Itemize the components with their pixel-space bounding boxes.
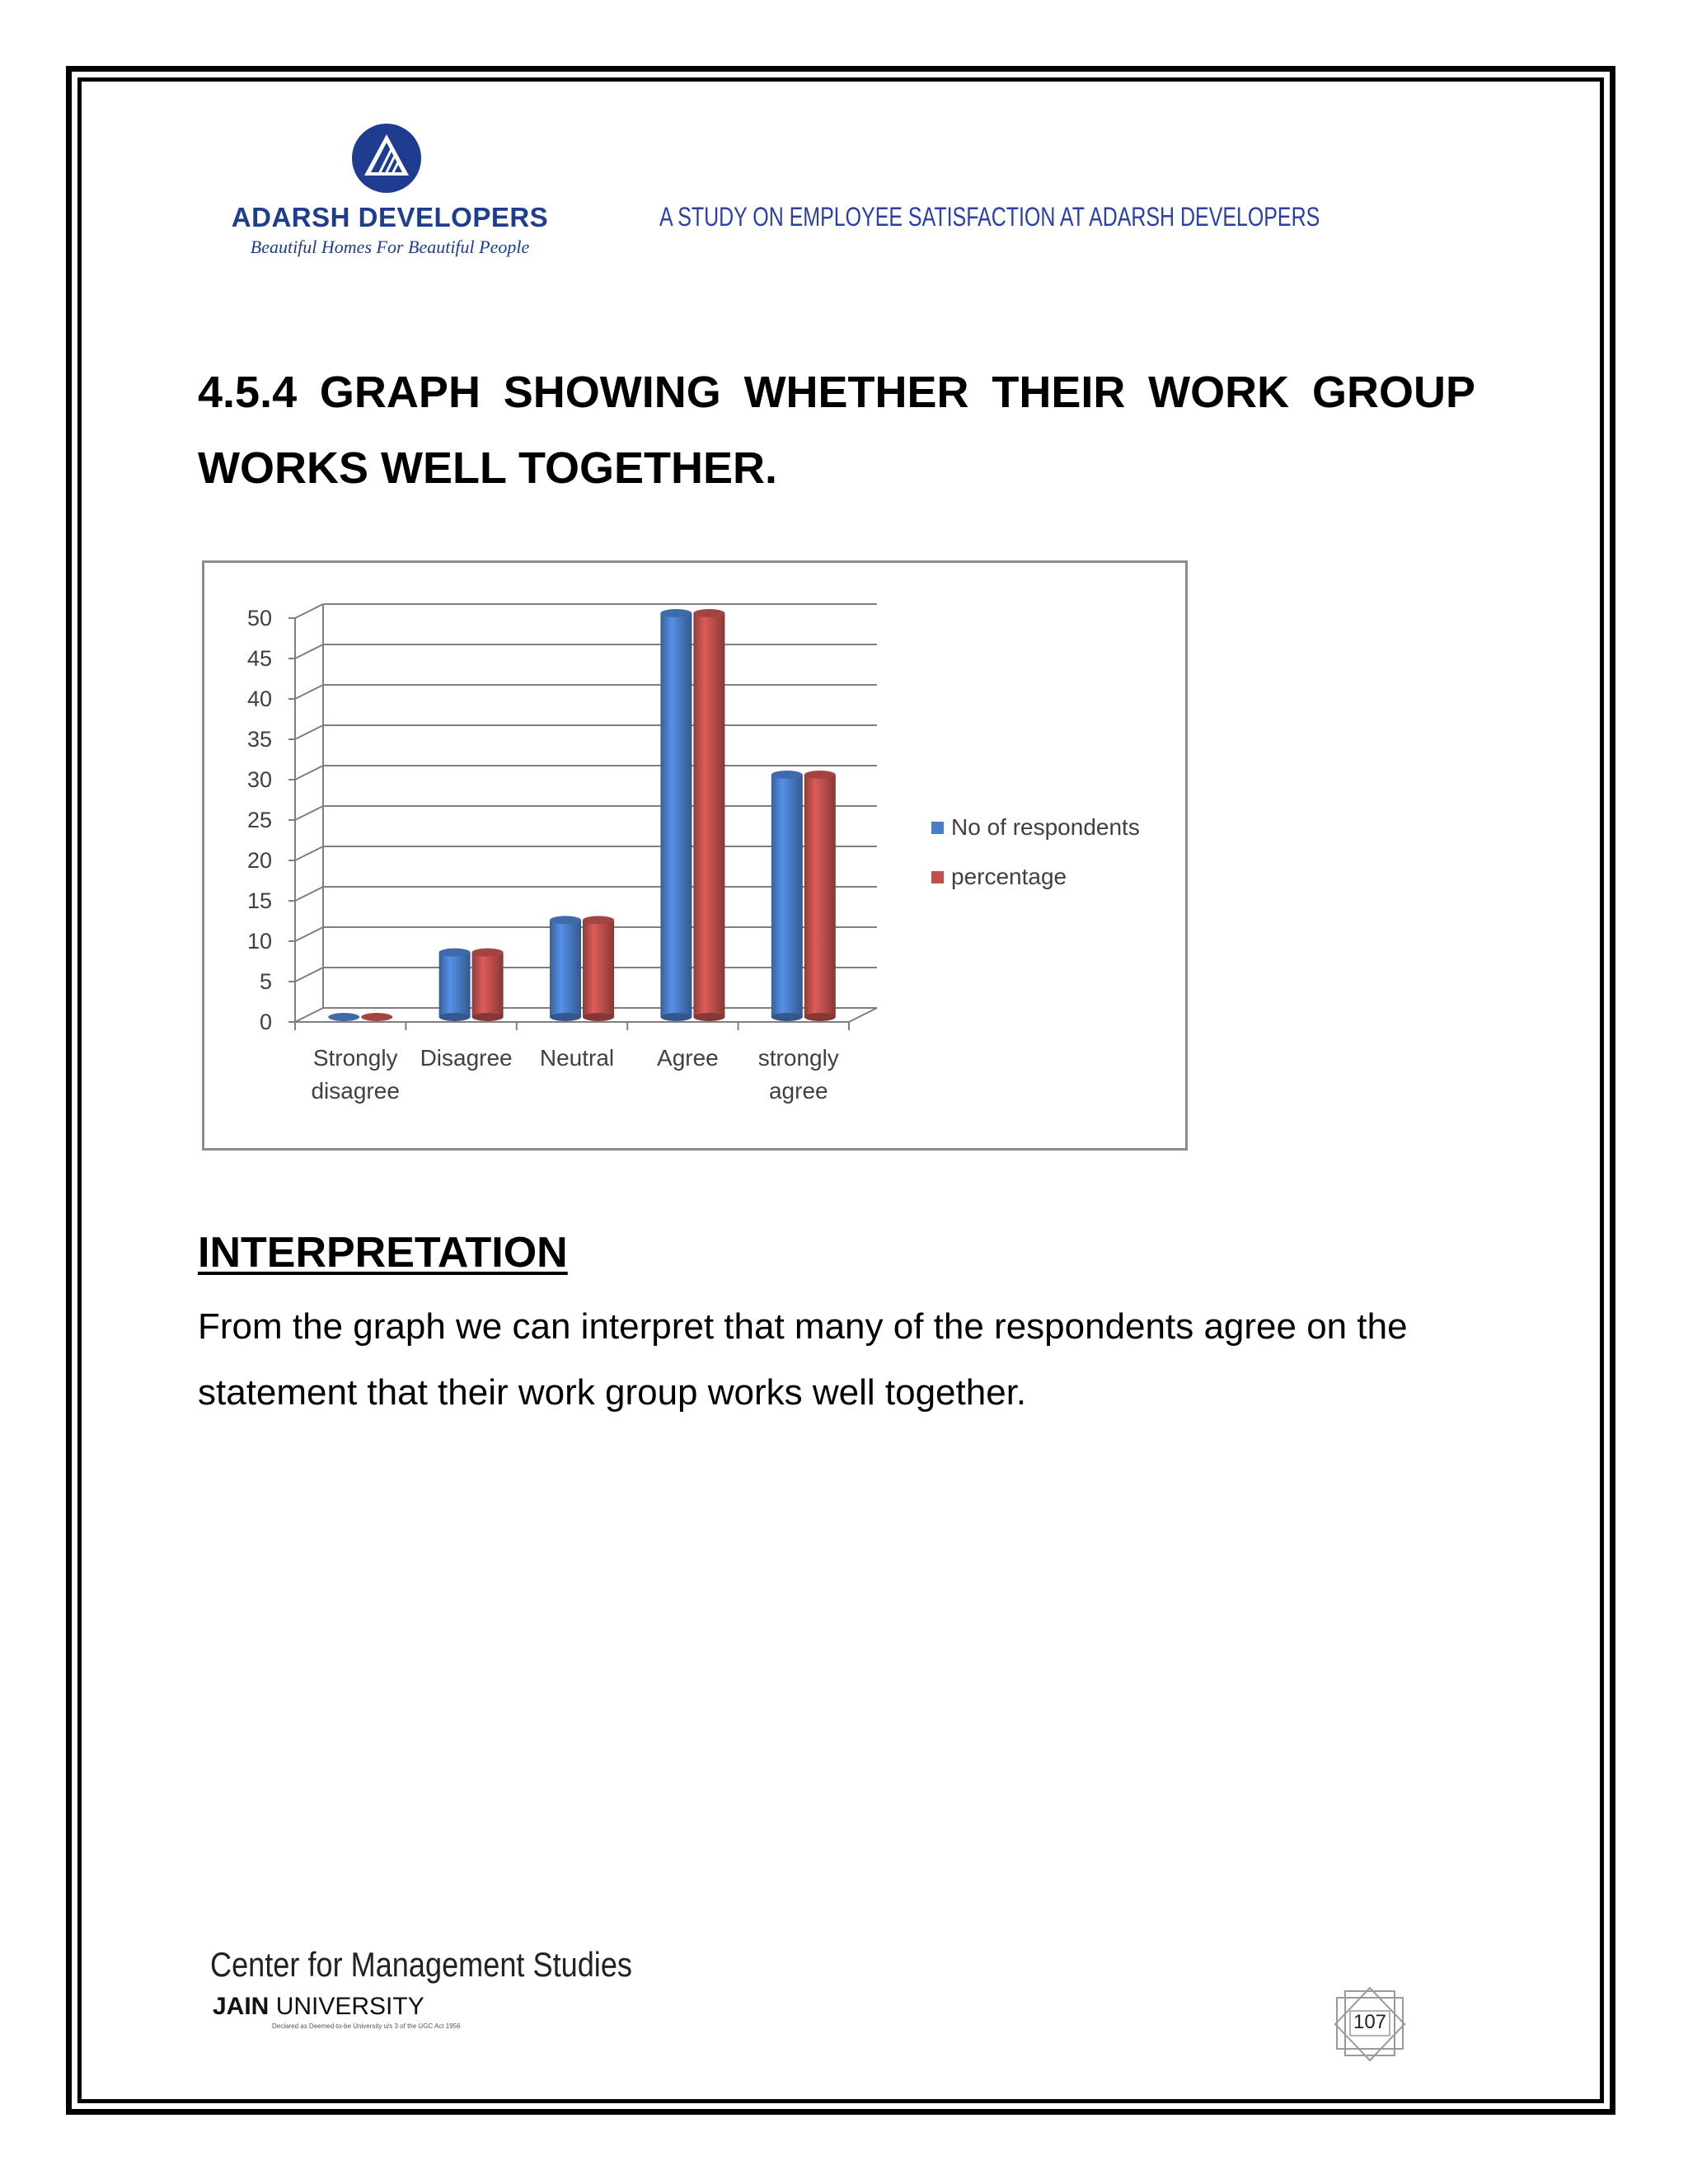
bar-percentage-0 [361, 1013, 392, 1021]
bar-body [771, 775, 803, 1017]
bar-base [550, 1013, 581, 1021]
bar-percentage-3 [693, 609, 724, 1021]
page-number-badge [1329, 1986, 1411, 2062]
y-tick-label-8: 40 [246, 687, 272, 711]
legend-label-0: No of respondents [951, 814, 1140, 840]
footer-university-bold: JAIN [213, 1993, 270, 2020]
bar-body [804, 775, 836, 1017]
gridline-side-2 [295, 927, 323, 941]
bar-base [439, 1013, 471, 1021]
bar-percentage-1 [472, 949, 504, 1021]
x-tick-label-1-0: Disagree [420, 1045, 513, 1071]
logo-emblem-icon [351, 123, 422, 194]
bar-top [439, 949, 471, 957]
chart-labels [247, 606, 839, 1104]
bar-body [583, 920, 614, 1017]
bar-respondents-0 [328, 1013, 359, 1021]
bar-base [771, 1013, 803, 1021]
gridline-side-10 [295, 604, 323, 618]
legend-swatch-1 [931, 871, 944, 883]
gridline-side-0 [295, 1008, 323, 1022]
bar-base [804, 1013, 836, 1021]
gridline-side-6 [295, 766, 323, 780]
y-tick-label-7: 35 [246, 727, 272, 752]
bar-body [439, 953, 471, 1017]
y-tick-label-10: 50 [246, 606, 272, 630]
x-tick-label-4-0: strongly [757, 1045, 839, 1071]
bar-top [660, 609, 692, 617]
gridline-side-5 [295, 806, 323, 820]
bar-respondents-4 [771, 771, 803, 1021]
gridline-side-9 [295, 644, 323, 658]
bar-top [583, 916, 614, 924]
y-tick-label-4: 20 [246, 848, 272, 873]
x-tick-label-0-1: disagree [311, 1078, 400, 1104]
logo-tagline: Beautiful Homes For Beautiful People [250, 237, 530, 257]
bar-body [472, 953, 504, 1017]
interpretation-title: INTERPRETATION [198, 1229, 568, 1277]
floor-right-edge [849, 1008, 877, 1022]
bar-respondents-2 [550, 916, 581, 1021]
x-tick-label-3-0: Agree [657, 1045, 719, 1071]
y-tick-label-3: 15 [246, 888, 272, 913]
footer-university-rest: UNIVERSITY [269, 1993, 424, 2020]
footer-university [213, 1993, 424, 2021]
bar-respondents-3 [660, 609, 692, 1021]
bar-top [550, 916, 581, 924]
y-tick-label-0: 0 [259, 1010, 272, 1034]
chart-bars [328, 609, 836, 1021]
bar-base [693, 1013, 724, 1021]
chart-legend [931, 814, 1140, 889]
bar-top [804, 771, 836, 779]
gridline-side-3 [295, 887, 323, 901]
bar-body [660, 613, 692, 1017]
bar-body [550, 920, 581, 1017]
bar-percentage-4 [804, 771, 836, 1021]
bar-top [328, 1013, 359, 1021]
x-tick-label-0-0: Strongly [312, 1045, 398, 1071]
bar-top [693, 609, 724, 617]
gridline-side-8 [295, 685, 323, 699]
footer-center-name: Center for Management Studies [210, 1945, 632, 1984]
page-number: 107 [1353, 2011, 1387, 2033]
bar-base [660, 1013, 692, 1021]
bar-top [361, 1013, 392, 1021]
bar-base [472, 1013, 504, 1021]
x-tick-label-4-1: agree [768, 1078, 828, 1104]
x-tick-label-2-0: Neutral [539, 1045, 615, 1071]
section-heading: 4.5.4 GRAPH SHOWING WHETHER THEIR WORK GROUP WORKS WELL TOGETHER. [198, 368, 1475, 493]
study-title: A STUDY ON EMPLOYEE SATISFACTION AT ADARSH DEVELOPERS [659, 202, 1320, 232]
y-tick-label-1: 5 [259, 969, 272, 994]
bar-body [693, 613, 724, 1017]
bar-top [771, 771, 803, 779]
legend-label-1: percentage [951, 864, 1067, 889]
logo-company-name: ADARSH DEVELOPERS [231, 202, 549, 232]
legend-swatch-0 [931, 822, 944, 834]
y-tick-label-9: 45 [246, 646, 272, 671]
bar-chart [204, 563, 1185, 1148]
gridline-side-7 [295, 725, 323, 739]
gridline-side-1 [295, 968, 323, 982]
company-logo [221, 120, 559, 268]
chart-frame [202, 560, 1188, 1151]
bar-base [583, 1013, 614, 1021]
y-tick-label-6: 30 [246, 767, 272, 792]
bar-top [472, 949, 504, 957]
interpretation-body: From the graph we can interpret that many of the respondents agree on the statement that their work group works well together. [198, 1306, 1408, 1413]
y-tick-label-2: 10 [246, 929, 272, 954]
bar-percentage-2 [583, 916, 614, 1021]
gridline-side-4 [295, 846, 323, 860]
y-tick-label-5: 25 [246, 808, 272, 832]
bar-respondents-1 [439, 949, 471, 1021]
footer-small-print: Declared as Deemed-to-be University u/s 3 of the UGC Act 1956 [272, 2022, 461, 2030]
